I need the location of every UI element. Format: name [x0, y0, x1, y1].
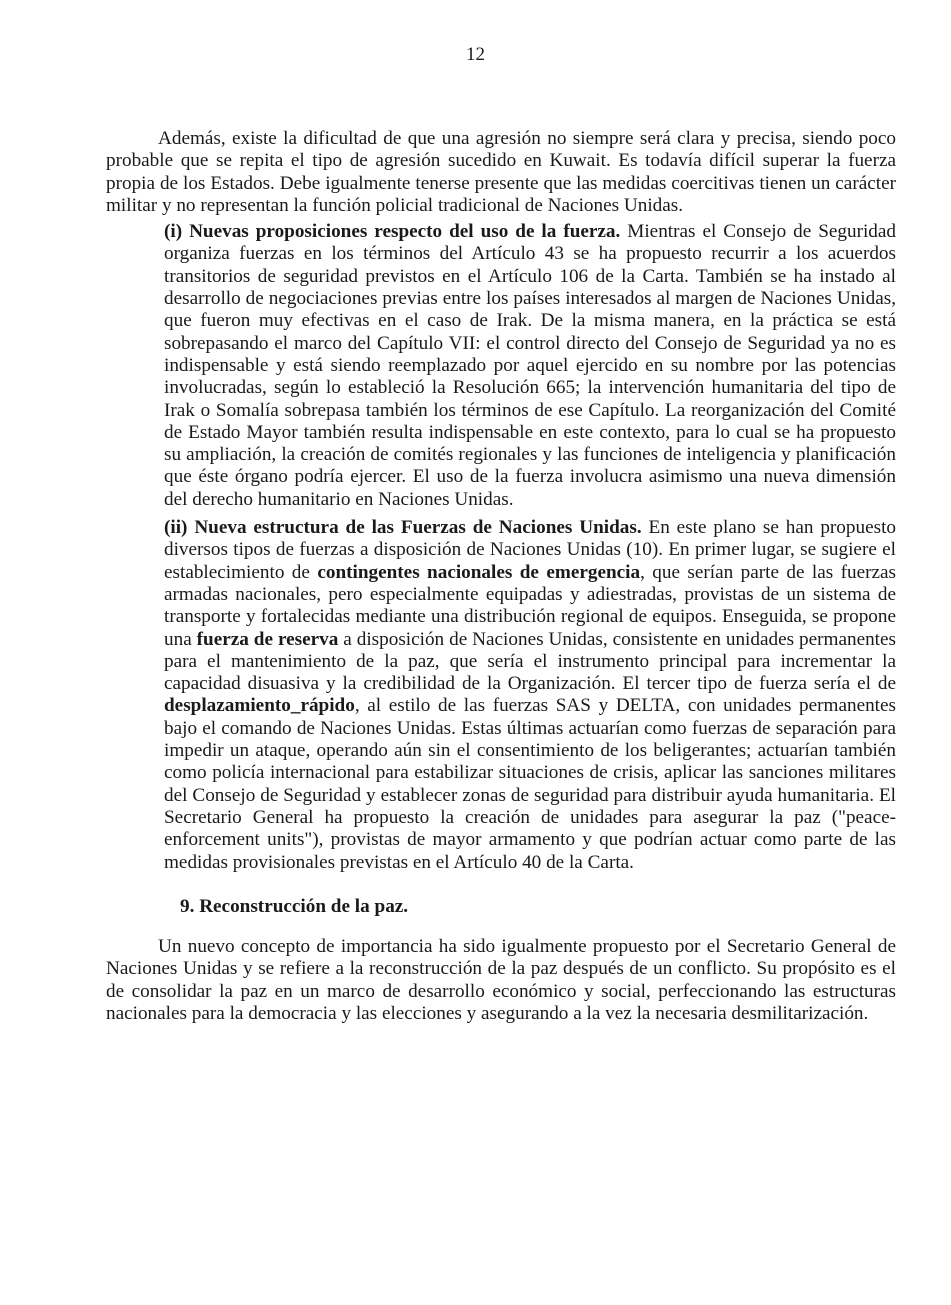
item-ii-paragraph	[164, 517, 896, 874]
item-ii-text-2: , que serían parte de las fuerzas armadas nacionales, pero especialmente equipadas y adiestradas, provistas de un sistema de transporte y fortalecidas mediante una distribución regional de equipos. Enseguida, se propone una	[164, 561, 896, 650]
item-ii-text-1: En este plano se han propuesto diversos tipos de fuerzas a disposición de Naciones Unidas (10). En primer lugar, se sugiere el establecimiento de	[164, 517, 897, 583]
section-9-heading: 9. Reconstrucción de la paz.	[180, 895, 409, 917]
item-ii-text-4: , al estilo de las fuerzas SAS y DELTA, con unidades permanentes bajo el comando de Naciones Unidas. Estas últimas actuarían como fuerzas de separación para impedir un ataque, operando aún sin el consentimiento de los beligerantes; actuarían también como policía internacional para estabilizar situaciones de crisis, aplicar las sanciones militares del Consejo de Seguridad y establecer zonas de seguridad para distribuir ayuda humanitaria. El Secretario General ha propuesto la creación de unidades para asegurar la paz ("peace-enforcement units"), provistas de mayor armamento y que podrían actuar como parte de las medidas provisionales previstas en el Artículo 40 de la Carta.	[164, 695, 896, 873]
item-i-paragraph	[164, 221, 896, 511]
item-ii-text-3: a disposición de Naciones Unidas, consistente en unidades permanentes para el mantenimiento de la paz, que sería el instrumento principal para incrementar la capacidad disuasiva y la credibilidad de la Organización. El tercer tipo de fuerza sería el de	[164, 628, 896, 695]
item-i-heading: (i) Nuevas proposiciones respecto del uso de la fuerza.	[164, 221, 621, 243]
item-ii-heading: (ii) Nueva estructura de las Fuerzas de Naciones Unidas.	[164, 517, 642, 539]
section-9-paragraph: Un nuevo concepto de importancia ha sido igualmente propuesto por el Secretario General de Naciones Unidas y se refiere a la reconstrucción de la paz después de un conflicto. Su propósito es el de consolidar la paz en un marco de desarrollo económico y social, perfeccionando las estructuras nacionales para la democracia y las elecciones y asegurando a la vez la necesaria desmilitarización.	[106, 936, 896, 1024]
item-ii-bold-fuerza-reserva: fuerza de reserva	[196, 628, 339, 650]
item-i-text: Mientras el Consejo de Seguridad organiza fuerzas en los términos del Artículo 43 se ha propuesto recurrir a los acuerdos transitorios de seguridad previstos en el Artículo 106 de la Carta. También se ha instado al desarrollo de negociaciones previas entre los países interesados al margen de Naciones Unidas, que fueron muy efectivas en el caso de Irak. De la misma manera, en la práctica se está sobrepasando el marco del Capítulo VII: el control directo del Consejo de Seguridad ya no es indispensable y está siendo reemplazado por aquel ejercido en su nombre por las potencias involucradas, según lo estableció la Resolución 665; la intervención humanitaria del tipo de Irak o Somalía sobrepasa también los términos de ese Capítulo. La reorganización del Comité de Estado Mayor también resulta indispensable en este contexto, para lo cual se ha propuesto su ampliación, la creación de comités regionales y las funciones de inteligencia y planificación que éste órgano podría ejercer. El uso de la fuerza involucra asimismo una nueva dimensión del derecho humanitario en Naciones Unidas.	[164, 221, 897, 510]
document-body	[106, 128, 896, 1025]
page-number: 12	[466, 44, 485, 65]
item-ii-bold-desplazamiento: desplazamiento_rápido	[164, 695, 355, 717]
item-ii-bold-contingentes: contingentes nacionales de emergencia	[317, 561, 641, 583]
intro-paragraph: Además, existe la dificultad de que una agresión no siempre será clara y precisa, siendo poco probable que se repita el tipo de agresión sucedido en Kuwait. Es todavía difícil superar la fuerza propia de los Estados. Debe igualmente tenerse presente que las medidas coercitivas tienen un carácter militar y no representan la función policial tradicional de Naciones Unidas.	[106, 128, 896, 216]
